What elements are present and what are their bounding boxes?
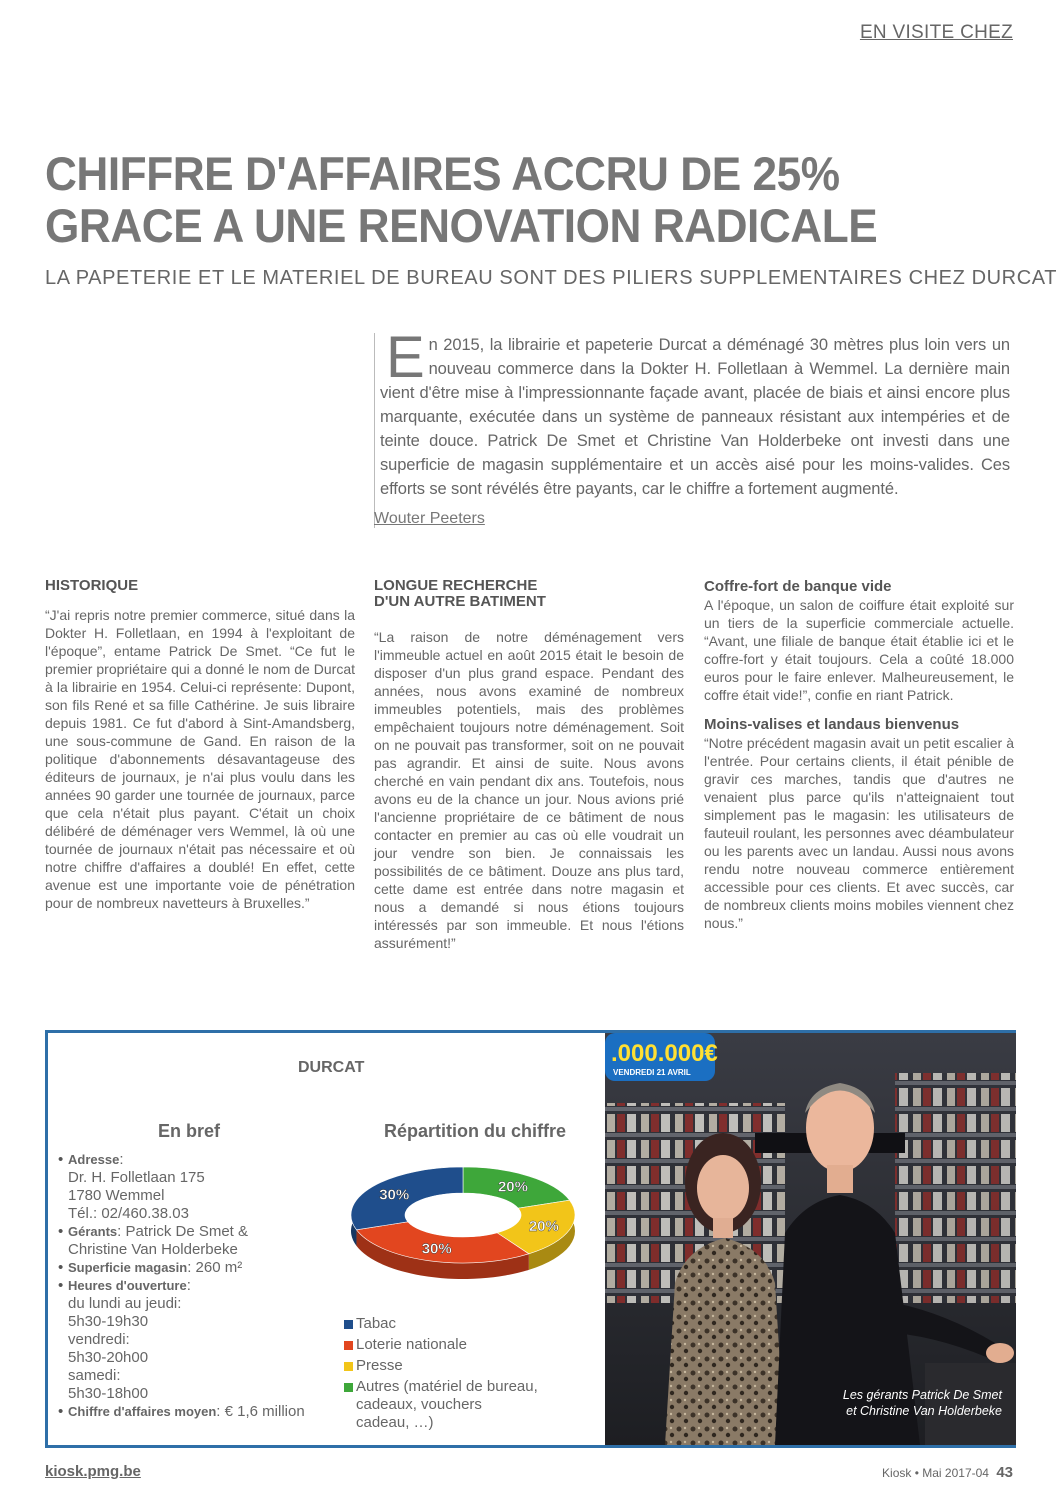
bref-gerants-label: Gérants — [68, 1224, 118, 1239]
bref-adresse-line-3: Tél.: 02/460.38.03 — [68, 1205, 189, 1222]
info-box — [45, 1030, 1016, 1448]
donut-label-1: 30% — [421, 1240, 452, 1258]
bref-heures-line-4: 5h30-20h00 — [68, 1349, 149, 1366]
photo-illustration — [605, 1033, 1016, 1445]
bref-colon: : — [186, 1277, 191, 1294]
bref-superficie-label: Superficie magasin — [68, 1260, 188, 1275]
section-tag: EN VISITE CHEZ — [859, 22, 1013, 43]
intro-block — [374, 325, 1010, 528]
bref-heures-line-1: du lundi au jeudi: — [68, 1295, 182, 1312]
heading-moins-valides: Moins-valises et landaus bienvenus — [704, 716, 960, 733]
lottery-banner-text: .000.000€ — [611, 1040, 718, 1067]
intro-text: n 2015, la librairie et papeterie Durcat a déménagé 30 mètres plus loin vers un nouveau commerce dans la Dokter H. Folletlaan à Wemmel. La dernière main vient d'être mise à l'impressionnante façade avant, placée de biais et ainsi encore plus marquante, exécutée dans un système de panneaux résistant aux intempéries et de teinte douce. Patrick De Smet et Christine Van Holderbeke ont investi dans une superficie de magasin supplémentaire et un accès aisé pour les moins-valides. Ces efforts se sont révélés être payants, car le chiffre a fortement augmenté. — [380, 336, 1010, 498]
headline-line-2: GRACE A UNE RENOVATION RADICALE — [45, 199, 878, 252]
bref-heures-label: Heures d'ouverture — [68, 1278, 187, 1293]
legend-label-autres-2: cadeaux, vouchers — [356, 1396, 482, 1413]
heading-recherche-line-1: LONGUE RECHERCHE — [374, 577, 538, 594]
bref-colon: : — [119, 1151, 124, 1168]
legend-label-loterie: Loterie nationale — [356, 1336, 467, 1353]
legend-item-loterie — [344, 1336, 554, 1354]
legend-item-presse — [344, 1357, 554, 1375]
footer-site-link[interactable]: kiosk.pmg.be — [45, 1463, 141, 1480]
lottery-banner-subtext: VENDREDI 21 AVRIL — [613, 1068, 691, 1077]
en-bref-list — [58, 1151, 328, 1421]
bref-heures-line-2: 5h30-19h30 — [68, 1313, 149, 1330]
photo-caption-line-2: et Christine Van Holderbeke — [846, 1404, 1002, 1418]
legend-label-autres: Autres (matériel de bureau, — [356, 1378, 538, 1395]
footer-issue-text: Kiosk • Mai 2017-04 — [882, 1466, 989, 1480]
bref-gerants-value-2: Christine Van Holderbeke — [68, 1241, 238, 1258]
text-recherche: “La raison de notre déménagement vers l'immeuble actuel en août 2015 était le besoin de disposer d'un plus grand espace. Pendant des années, nous avons examiné de nombreux immeubles potentiels, mais des problèmes empêchaient toujours notre déménagement. Soit on ne pouvait pas transformer, soit on ne pouvait pas agrandir. Et ainsi de suite. Nous avons cherché en vain pendant dix ans. Toutefois, nous avons eu de la chance un jour. Nous avions prié l'ancienne propriétaire de ce bâtiment de nous contacter en premier au cas où elle voudrait un jour vendre son bien. Je connaissais les possibilités de ce bâtiment. Douze ans plus tard, cette dame est entrée dans notre magasin et nous a demandé si nous étions toujours intéressés par son immeuble. Et nous l'étions assurément!” — [374, 629, 684, 951]
shop-owners-photo — [605, 1033, 1016, 1445]
heading-coffre: Coffre-fort de banque vide — [704, 578, 892, 595]
donut-chart — [328, 1153, 598, 1303]
bref-superficie-value: : 260 m² — [187, 1259, 243, 1276]
text-moins-valides: “Notre précédent magasin avait un petit escalier à l'entrée. Pour certains clients, il était pénible de gravir ces marches, tandis que d'autres ne venaient plus parce qu'ils n'atteignaient tout simplement pas le magasin: les utilisateurs de fauteuil roulant, les personnes avec déambulateur ou les parents avec un landau. Aussi nous avons rendu notre nouveau commerce entièrement accessible pour ces clients. Et avec succès, car de nombreux clients moins mobiles viennent chez nous.” — [704, 735, 1014, 931]
bref-chiffre-value: : € 1,6 million — [216, 1403, 305, 1420]
legend-swatch-autres — [344, 1383, 353, 1392]
headline-line-1: CHIFFRE D'AFFAIRES ACCRU DE 25% — [45, 147, 840, 200]
article-headline — [45, 148, 877, 252]
column-historique — [45, 578, 355, 912]
bref-chiffre-label: Chiffre d'affaires moyen — [68, 1404, 217, 1419]
heading-historique: HISTORIQUE — [45, 577, 139, 594]
legend-item-tabac — [344, 1315, 554, 1333]
heading-recherche — [374, 578, 684, 610]
heading-recherche-line-2: D'UN AUTRE BATIMENT — [374, 593, 546, 610]
legend-swatch-tabac — [344, 1320, 353, 1329]
footer-issue — [882, 1464, 1013, 1481]
chart-title: Répartition du chiffre — [384, 1121, 567, 1141]
intro-paragraph — [374, 325, 1010, 501]
donut-label-3: 20% — [497, 1178, 528, 1196]
article-subheadline: LA PAPETERIE ET LE MATERIEL DE BUREAU SONT DES PILIERS SUPPLEMENTAIRES CHEZ DURCAT — [45, 267, 1058, 289]
drop-cap: E — [386, 325, 425, 390]
photo-caption-line-1: Les gérants Patrick De Smet — [842, 1388, 1002, 1402]
bref-adresse-line-2: 1780 Wemmel — [68, 1187, 165, 1204]
bref-adresse — [58, 1151, 328, 1223]
bref-superficie — [58, 1259, 328, 1277]
bref-gerants-value: : Patrick De Smet & — [117, 1223, 249, 1240]
donut-label-2: 20% — [528, 1217, 559, 1235]
bref-gerants — [58, 1223, 328, 1259]
en-bref-title: En bref — [158, 1121, 221, 1141]
legend-label-presse: Presse — [356, 1357, 403, 1374]
column-coffre — [704, 578, 1014, 932]
bref-adresse-line-1: Dr. H. Folletlaan 175 — [68, 1169, 205, 1186]
donut-label-0: 30% — [379, 1186, 410, 1204]
bref-heures — [58, 1277, 328, 1403]
info-box-title: DURCAT — [298, 1059, 365, 1076]
photo-caption — [843, 1387, 1002, 1419]
author-byline[interactable]: Wouter Peeters — [374, 510, 485, 527]
donut-hole — [405, 1193, 521, 1237]
bref-heures-line-3: vendredi: — [68, 1331, 130, 1348]
legend-label-tabac: Tabac — [356, 1315, 397, 1332]
text-coffre: A l'époque, un salon de coiffure était exploité sur un tiers de la superficie commerciale actuelle. “Avant, une filiale de banque était établie ici et le coffre-fort y était toujours. Cela a coûté 18.000 euros pour le faire enlever. Malheureusement, le coffre était vide!”, confie en riant Patrick. — [704, 597, 1014, 703]
bref-heures-line-6: 5h30-18h00 — [68, 1385, 149, 1402]
bref-heures-line-5: samedi: — [68, 1367, 121, 1384]
chart-legend — [344, 1315, 554, 1435]
legend-swatch-loterie — [344, 1341, 353, 1350]
bref-adresse-label: Adresse — [68, 1152, 120, 1167]
bref-chiffre — [58, 1403, 328, 1421]
legend-item-autres — [344, 1378, 554, 1432]
legend-swatch-presse — [344, 1362, 353, 1371]
legend-label-autres-3: cadeau, …) — [356, 1414, 434, 1431]
page-number: 43 — [996, 1464, 1013, 1481]
column-recherche — [374, 578, 684, 952]
text-historique: “J'ai repris notre premier commerce, situé dans la Dokter H. Folletlaan, en 1994 à l'exploitant de l'époque”, entame Patrick De Smet. “Ce fut le premier propriétaire qui a donné le nom de Durcat à la librairie en 1954. Celui-ci représente: Dupont, son fils René et sa fille Cathérine. Je suis libraire depuis 1981. Ce fut d'abord à Sint-Amandsberg, une sous-commune de Gand. En raison de la politique d'abonnements désavantageuse des éditeurs de journaux, je n'ai plus voulu dans les années 90 garder une tournée de journaux, parce que cela n'était plus payant. C'était un choix délibéré de déménager vers Wemmel, là où une tournée de journaux n'était pas nécessaire et où notre chiffre d'affaires a doublé! En effet, cette avenue est une importante voie de pénétration pour de nombreux navetteurs à Bruxelles.” — [45, 607, 355, 911]
